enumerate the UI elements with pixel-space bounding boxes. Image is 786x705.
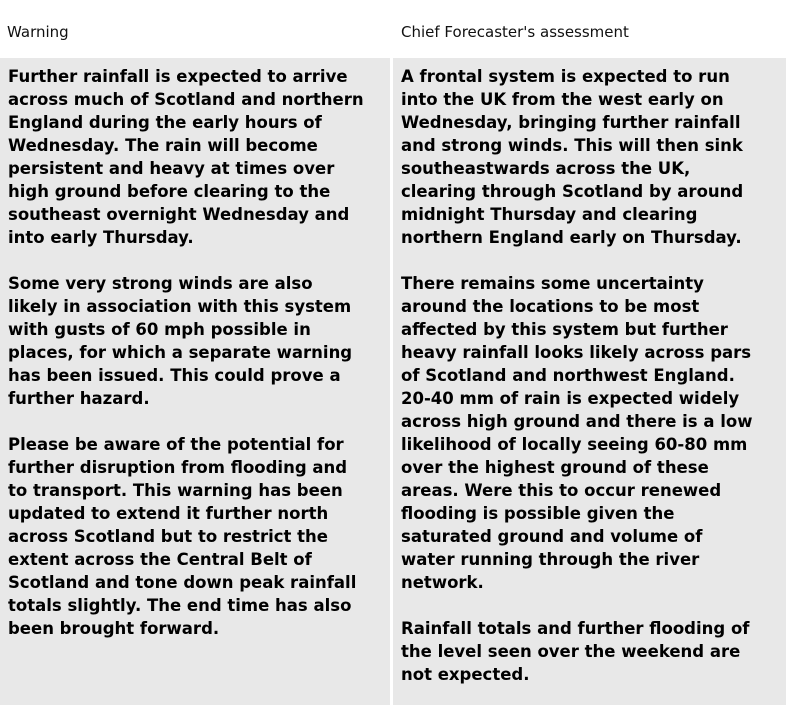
text-line: southeastwards across the UK,: [401, 159, 691, 178]
text-line: across Scotland but to restrict the: [8, 527, 328, 546]
text-line: the level seen over the weekend are: [401, 642, 741, 661]
text-line: of Scotland and northwest England.: [401, 366, 735, 385]
text-line: and strong winds. This will then sink: [401, 136, 743, 155]
text-line: midnight Thursday and clearing: [401, 205, 698, 224]
text-line: northern England early on Thursday.: [401, 228, 742, 247]
text-line: with gusts of 60 mph possible in: [8, 320, 311, 339]
text-line: heavy rainfall looks likely across pars: [401, 343, 752, 362]
text-line: Further rainfall is expected to arrive: [8, 67, 348, 86]
text-line: to transport. This warning has been: [8, 481, 343, 500]
text-line: updated to extend it further north: [8, 504, 329, 523]
warning-body: [0, 58, 390, 705]
text-line: flooding is possible given the: [401, 504, 675, 523]
text-line: places, for which a separate warning: [8, 343, 353, 362]
text-line: likely in association with this system: [8, 297, 352, 316]
text-line: Scotland and tone down peak rainfall: [8, 573, 357, 592]
text-line: affected by this system but further: [401, 320, 728, 339]
text-line: network.: [401, 573, 484, 592]
assessment-header: Chief Forecaster's assessment: [393, 0, 786, 55]
text-line: across high ground and there is a low: [401, 412, 753, 431]
warning-header: Warning: [0, 0, 390, 55]
text-line: water running through the river: [401, 550, 700, 569]
assessment-column: [393, 0, 786, 705]
text-line: been brought forward.: [8, 619, 220, 638]
text-line: into early Thursday.: [8, 228, 194, 247]
text-line: There remains some uncertainty: [401, 274, 704, 293]
paragraph: [8, 272, 390, 410]
paragraph: [401, 272, 786, 594]
text-line: Some very strong winds are also: [8, 274, 313, 293]
text-line: Wednesday. The rain will become: [8, 136, 318, 155]
text-line: saturated ground and volume of: [401, 527, 703, 546]
text-line: persistent and heavy at times over: [8, 159, 335, 178]
text-line: Please be aware of the potential for: [8, 435, 344, 454]
text-line: A frontal system is expected to run: [401, 67, 730, 86]
warning-column: [0, 0, 390, 705]
text-line: southeast overnight Wednesday and: [8, 205, 350, 224]
text-line: Wednesday, bringing further rainfall: [401, 113, 741, 132]
text-line: likelihood of locally seeing 60-80 mm: [401, 435, 748, 454]
text-line: extent across the Central Belt of: [8, 550, 312, 569]
text-line: has been issued. This could prove a: [8, 366, 341, 385]
text-line: totals slightly. The end time has also: [8, 596, 352, 615]
text-line: clearing through Scotland by around: [401, 182, 744, 201]
text-line: further hazard.: [8, 389, 150, 408]
paragraph: [8, 65, 390, 249]
paragraph: [401, 65, 786, 249]
text-line: areas. Were this to occur renewed: [401, 481, 722, 500]
text-line: high ground before clearing to the: [8, 182, 331, 201]
text-line: not expected.: [401, 665, 530, 684]
text-line: further disruption from flooding and: [8, 458, 348, 477]
text-line: over the highest ground of these: [401, 458, 709, 477]
text-line: 20-40 mm of rain is expected widely: [401, 389, 740, 408]
text-line: around the locations to be most: [401, 297, 700, 316]
paragraph: [8, 433, 390, 640]
text-line: Rainfall totals and further flooding of: [401, 619, 750, 638]
text-line: into the UK from the west early on: [401, 90, 724, 109]
text-line: England during the early hours of: [8, 113, 322, 132]
assessment-body: [393, 58, 786, 705]
paragraph: [401, 617, 786, 686]
text-line: across much of Scotland and northern: [8, 90, 364, 109]
